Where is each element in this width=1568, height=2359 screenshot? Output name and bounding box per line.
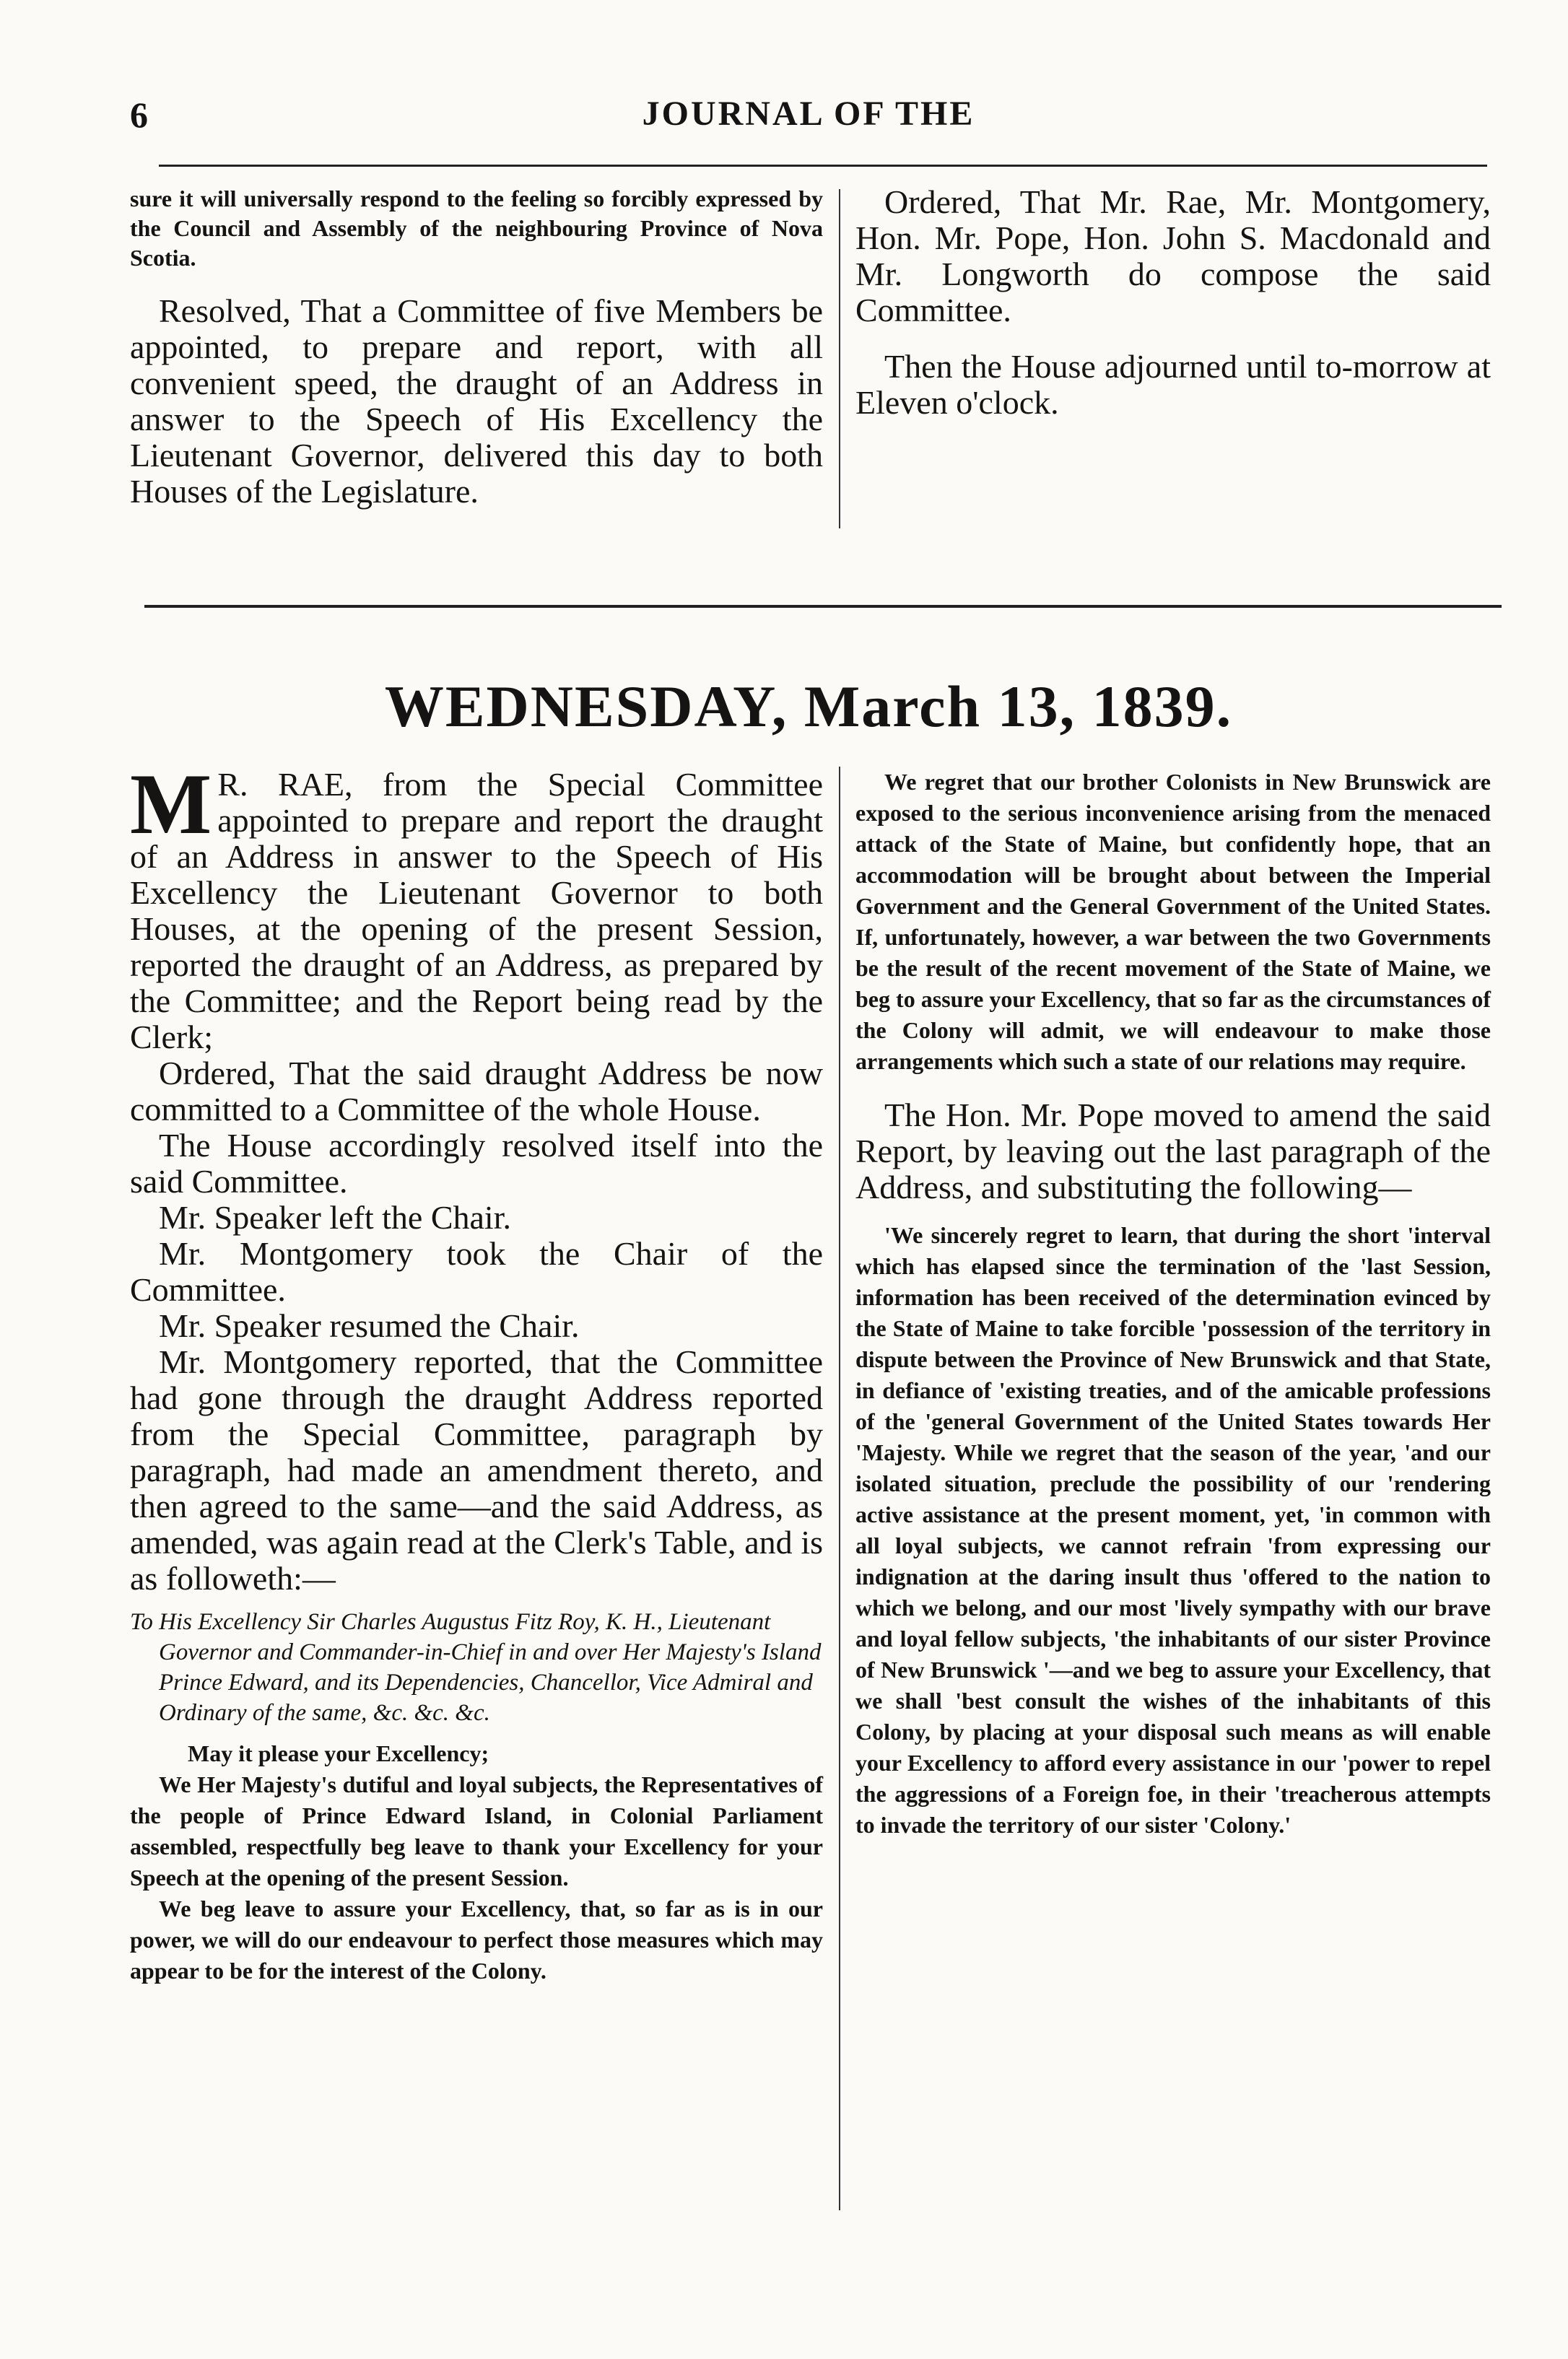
- main-right-column: [855, 767, 1491, 1841]
- ordered-committed: Ordered, That the said draught Address be now committed to a Committee of the whole House.: [130, 1055, 823, 1128]
- section-rule: [144, 605, 1502, 608]
- main-left-column: [130, 756, 823, 1987]
- top-right-column: [855, 184, 1491, 421]
- amendment-text: 'We sincerely regret to learn, that during the short 'interval which has elapsed since the termination of the 'last Session, information has been received of the determination evinced by the State of Maine to take forcible 'possession of the territory in dispute between the Province of New Brunswick and that State, in defiance of 'existing treaties, and of the amicable professions of the 'general Government of the United States towards Her 'Majesty. While we regret that the season of the year, 'and our isolated situation, preclude the possibility of our 'rendering active assistance at the present moment, yet, 'in common with all loyal subjects, we cannot refrain 'from expressing our indignation at the daring insult thus 'offered to the nation to which we belong, and our most 'lively sympathy with our brave and loyal fellow subjects, 'the inhabitants of our sister Province of New Brunswick '—and we beg to assure your Excellency, that we shall 'best consult the wishes of the inhabitants of this Colony, by placing at your disposal such means as will enable your Excellency to afford every assistance in our 'power to repel the aggressions of a Foreign foe, in their 'treacherous attempts to invade the territory of our sister 'Colony.': [855, 1222, 1491, 1838]
- pope-motion: The Hon. Mr. Pope moved to amend the said Report, by leaving out the last paragraph of the Address, and substituting the following—: [855, 1096, 1491, 1205]
- montgomery-chair: Mr. Montgomery took the Chair of the Committee.: [130, 1235, 823, 1308]
- speaker-left: Mr. Speaker left the Chair.: [159, 1199, 511, 1236]
- running-head: JOURNAL OF THE: [642, 95, 975, 133]
- resolved-paragraph: Resolved, That a Committee of five Members be appointed, to prepare and report, with all convenient speed, the draught of an Address in answer to the Speech of His Excellency the Lieutenant Governor, delivered this day to both Houses of the Legislature.: [130, 292, 823, 510]
- drop-cap: M: [130, 756, 212, 852]
- ordered-committee: Ordered, That Mr. Rae, Mr. Montgomery, Hon. Mr. Pope, Hon. John S. Macdonald and Mr. Longworth do compose the said Committee.: [855, 183, 1491, 328]
- header-rule: [159, 165, 1487, 167]
- address-para-2: We beg leave to assure your Excellency, that, so far as is in our power, we will do our endeavour to perfect those measures which may appear to be for the interest of the Colony.: [130, 1896, 823, 1984]
- rae-report: M R. RAE, from the Special Committee appointed to prepare and report the draught of an Address in answer to the Speech of His Excellency the Lieutenant Governor to both Houses, at the opening of the present Session, reported the draught of an Address, as prepared by the Committee; and the Report being read by the Clerk;: [130, 756, 823, 1055]
- montgomery-reported: Mr. Montgomery reported, that the Committee had gone through the draught Address reported from the Special Committee, paragraph by paragraph, had made an amendment thereto, and then agreed to the same—and the said Address, as amended, was again read at the Clerk's Table, and is as followeth:—: [130, 1343, 823, 1597]
- adjournment: Then the House adjourned until to-morrow at Eleven o'clock.: [855, 348, 1491, 421]
- top-column-divider: [839, 189, 840, 528]
- page-number: 6: [130, 95, 148, 135]
- house-resolved: The House accordingly resolved itself into the said Committee.: [130, 1127, 823, 1200]
- main-column-divider: [839, 767, 840, 2210]
- continued-text: sure it will universally respond to the feeling so forcibly expressed by the Council and Assembly of the neighbouring Province of Nova Scotia.: [130, 186, 823, 271]
- day-heading: WEDNESDAY, March 13, 1839.: [384, 673, 1233, 739]
- may-it-please: May it please your Excellency;: [188, 1740, 489, 1766]
- address-salutation: To His Excellency Sir Charles Augustus Fitz Roy, K. H., Lieutenant Governor and Commander-in-Chief in and over Her Majesty's Island Prince Edward, and its Dependencies, Chancellor, Vice Admiral and Ordinary of the same, &c. &c. &c.: [130, 1609, 822, 1726]
- address-para-1: We Her Majesty's dutiful and loyal subjects, the Representatives of the people of Prince Edward Island, in Colonial Parliament assembled, respectfully beg leave to thank your Excellency for your Speech at the opening of the present Session.: [130, 1771, 823, 1891]
- speaker-resumed: Mr. Speaker resumed the Chair.: [159, 1307, 580, 1344]
- page-header: [130, 94, 1487, 144]
- address-para-3: We regret that our brother Colonists in New Brunswick are exposed to the serious inconvenience arising from the menaced attack of the State of Maine, but confidently hope, that an accommodation will be brought about between the Imperial Government and the General Government of the United States. If, unfortunately, however, a war between the two Governments be the result of the recent movement of the State of Maine, we beg to assure your Excellency, that so far as the circumstances of the Colony will admit, we will endeavour to make those arrangements which such a state of our relations may require.: [855, 769, 1491, 1074]
- top-left-column: [130, 184, 823, 510]
